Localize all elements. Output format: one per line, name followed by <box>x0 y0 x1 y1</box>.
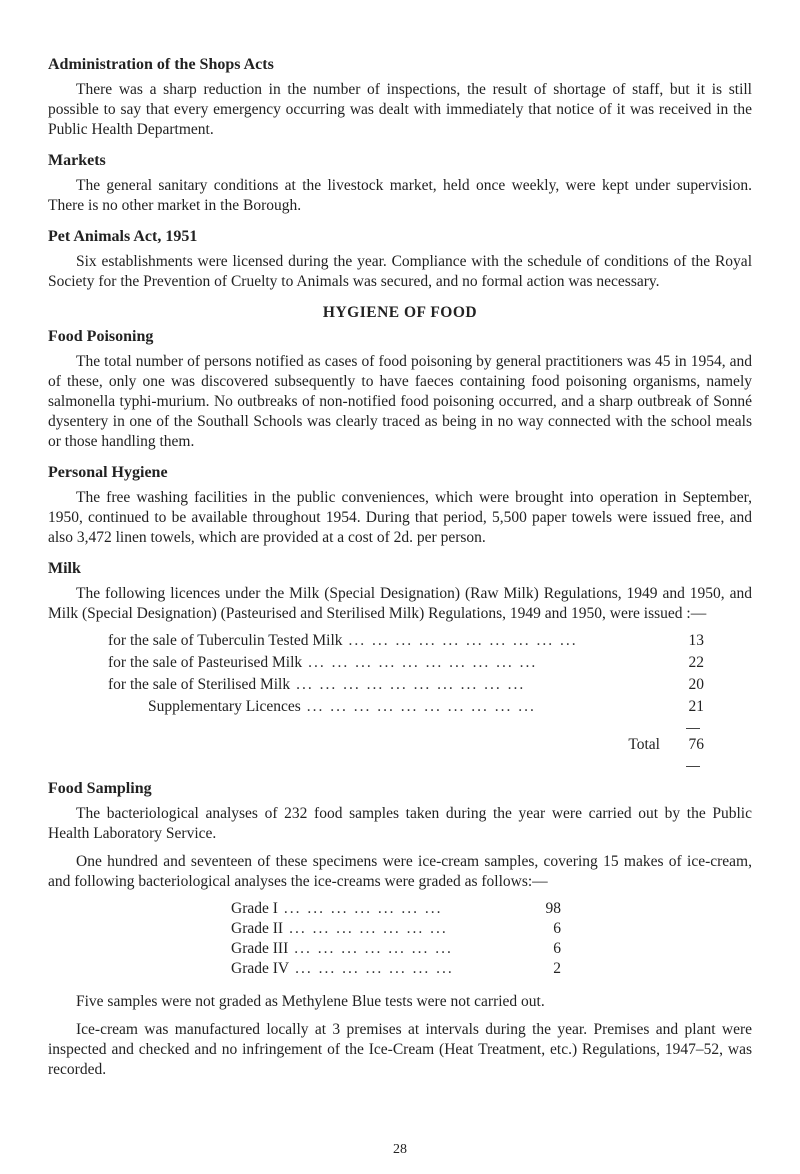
grade-value: 6 <box>553 920 561 937</box>
grade-value: 98 <box>545 900 561 917</box>
section-milk <box>48 560 752 774</box>
table-row <box>231 920 561 940</box>
section-personal-hygiene <box>48 464 752 548</box>
milk-licences-table <box>108 632 704 774</box>
leader-dots: ... ... ... ... ... ... ... <box>289 920 448 937</box>
paragraph-sampling-1: The bacteriological analyses of 232 food samples taken during the year were carried out by the Public Health Laboratory Service. <box>48 805 752 842</box>
heading-milk: Milk <box>48 560 81 577</box>
heading-shops: Administration of the Shops Acts <box>48 56 274 73</box>
heading-markets: Markets <box>48 152 106 169</box>
total-value: 76 <box>688 736 704 753</box>
grade-label: Grade IV <box>231 960 290 977</box>
row-value: 22 <box>688 654 704 671</box>
paragraph-personal-hygiene: The free washing facilities in the public conveniences, which were brought into operation in September, 1950, continued to be available throughout 1954. During that period, 5,500 paper towels were issued free, and also 3,472 linen towels, which are provided at a cost of 2d. per person. <box>48 489 752 546</box>
paragraph-food-poisoning: The total number of persons notified as cases of food poisoning by general practitioners was 45 in 1954, and of these, only one was discovered subsequently to have faeces containing food poisoning organisms, namely salmonella typhi-murium. No outbreaks of non-notified food poisoning occurred, and a sharp outbreak of Sonné dysentery in one of the Southall Schools was clearly traced as being in no way connected with the school meals or those handling them. <box>48 353 752 450</box>
paragraph-markets: The general sanitary conditions at the livestock market, held once weekly, were kept under supervision. There is no other market in the Borough. <box>48 177 752 214</box>
section-shops <box>48 56 752 140</box>
total-rule-top <box>108 720 704 736</box>
paragraph-sampling-4: Ice-cream was manufactured locally at 3 premises at intervals during the year. Premises and plant were inspected and checked and no infringement of the Ice-Cream (Heat Treatment, etc.) Regulations, 1947–52, was recorded. <box>48 1021 752 1078</box>
paragraph-sampling-2: One hundred and seventeen of these specimens were ice-cream samples, covering 15 makes of ice-cream, and following bacteriological analyses the ice-creams were graded as follows:— <box>48 853 752 890</box>
grade-label: Grade II <box>231 920 284 937</box>
grade-label: Grade III <box>231 940 289 957</box>
table-row <box>231 960 561 980</box>
table-row <box>231 900 561 920</box>
total-rule-bottom <box>108 758 704 774</box>
heading-pets: Pet Animals Act, 1951 <box>48 228 198 245</box>
table-row <box>108 698 704 720</box>
table-row <box>108 632 704 654</box>
grade-value: 2 <box>553 960 561 977</box>
leader-dots: ... ... ... ... ... ... ... ... ... ... <box>308 654 538 671</box>
paragraph-sampling-3: Five samples were not graded as Methylene Blue tests were not carried out. <box>76 993 545 1010</box>
leader-dots: ... ... ... ... ... ... ... <box>294 940 453 957</box>
section-food-sampling <box>48 780 752 1080</box>
heading-food-poisoning: Food Poisoning <box>48 328 154 345</box>
row-label: for the sale of Tuberculin Tested Milk <box>108 632 343 649</box>
ice-cream-grades-table <box>231 900 561 980</box>
row-label: for the sale of Sterilised Milk <box>108 676 291 693</box>
leader-dots: ... ... ... ... ... ... ... <box>283 900 443 917</box>
heading-hygiene-of-food: HYGIENE OF FOOD <box>322 304 478 321</box>
row-value: 21 <box>688 698 704 715</box>
leader-dots: ... ... ... ... ... ... ... ... ... ... <box>348 632 578 649</box>
paragraph-milk: The following licences under the Milk (Special Designation) (Raw Milk) Regulations, 1949 and 1950, and Milk (Special Designation) (Pasteurised and Sterilised Milk) Regulations, 1949 and 1950, were issued :— <box>48 585 752 622</box>
row-value: 20 <box>688 676 704 693</box>
total-row <box>108 736 704 758</box>
total-label: Total <box>628 736 660 753</box>
leader-dots: ... ... ... ... ... ... ... ... ... ... <box>296 676 526 693</box>
section-markets <box>48 152 752 216</box>
table-row <box>108 676 704 698</box>
grade-label: Grade I <box>231 900 278 917</box>
grade-value: 6 <box>553 940 561 957</box>
heading-personal-hygiene: Personal Hygiene <box>48 464 168 481</box>
heading-food-sampling: Food Sampling <box>48 780 152 797</box>
row-label: Supplementary Licences <box>148 698 301 715</box>
page-number: 28 <box>393 1142 407 1157</box>
paragraph-shops: There was a sharp reduction in the number of inspections, the result of shortage of staff, but it is still possible to say that every emergency occurring was dealt with immediately that notice of it was received in the Public Health Department. <box>48 81 752 138</box>
leader-dots: ... ... ... ... ... ... ... <box>295 960 454 977</box>
table-row <box>108 654 704 676</box>
leader-dots: ... ... ... ... ... ... ... ... ... ... <box>306 698 536 715</box>
section-food-poisoning <box>48 328 752 452</box>
table-row <box>231 940 561 960</box>
row-label: for the sale of Pasteurised Milk <box>108 654 303 671</box>
paragraph-pets: Six establishments were licensed during the year. Compliance with the schedule of conditions of the Royal Society for the Prevention of Cruelty to Animals was secured, and no formal action was necessary. <box>48 253 752 290</box>
row-value: 13 <box>688 632 704 649</box>
section-pets <box>48 228 752 292</box>
